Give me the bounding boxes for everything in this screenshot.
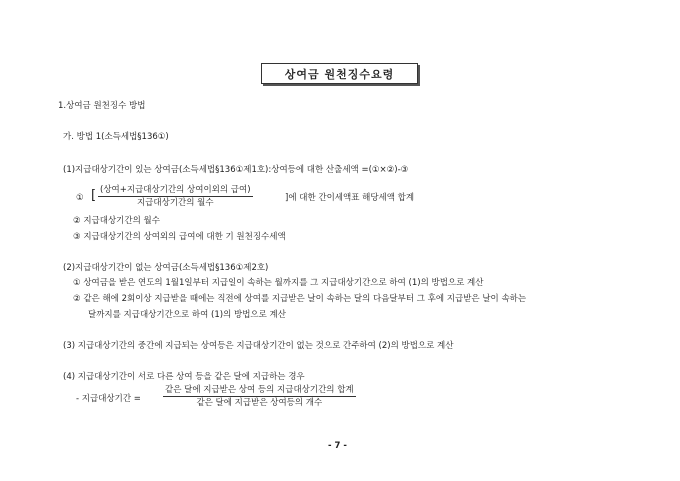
case1-item1-marker: ① [76,193,84,203]
case1-open-bracket: [ [91,188,97,203]
case1-heading: (1)지급대상기간이 있는 상여금(소득세법§136①제1호):상여등에 대한 산출세액 =(①×②)-③ [63,165,409,175]
case2-item2-line1: ② 같은 해에 2회이상 지급받을 때에는 직전에 상여를 지급받은 날이 속하는 달의 다음달부터 그 후에 지급받은 날이 속하는 [73,294,527,304]
document-title-text: 상여금 원천징수요령 [284,67,395,81]
case1-numerator: (상여+지급대상기간의 상여이외의 급여) [100,185,251,195]
case2-item2-line2: 달까지를 지급대상기간으로 하여 (1)의 방법으로 계산 [88,310,286,320]
document-title [261,63,418,84]
case1-item3: ③ 지급대상기간의 상여외의 급여에 대한 기 원천징수세액 [73,232,286,242]
page-number: - 7 - [328,441,347,451]
case2-heading: (2)지급대상기간이 없는 상여금(소득세법§136①제2호) [63,263,269,273]
case4-label: - 지급대상기간 = [76,394,141,404]
case4-fraction [163,384,356,409]
case4-heading: (4) 지급대상기간이 서로 다른 상여 등을 같은 달에 지급하는 경우 [63,372,305,382]
case4-numerator: 같은 달에 지급받은 상여 등의 지급대상기간의 합계 [165,385,354,395]
case1-item1-tail: ]에 대한 간이세액표 해당세액 합계 [285,193,415,203]
case1-denominator: 지급대상기간의 월수 [136,198,214,208]
case4-denominator: 같은 달에 지급받은 상여등의 개수 [196,398,323,408]
case1-fraction [98,184,253,209]
case2-item1: ① 상여금을 받은 연도의 1월1일부터 지급일이 속하는 월까지를 그 지급대상기간으로 하여 (1)의 방법으로 계산 [73,278,484,288]
case1-item2: ② 지급대상기간의 월수 [73,216,160,226]
case3-text: (3) 지급대상기간의 중간에 지급되는 상여등은 지급대상기간이 없는 것으로 간주하여 (2)의 방법으로 계산 [63,341,454,351]
section-heading: 1.상여금 원천징수 방법 [58,101,146,111]
method-heading: 가. 방법 1(소득세법§136①) [63,132,169,142]
